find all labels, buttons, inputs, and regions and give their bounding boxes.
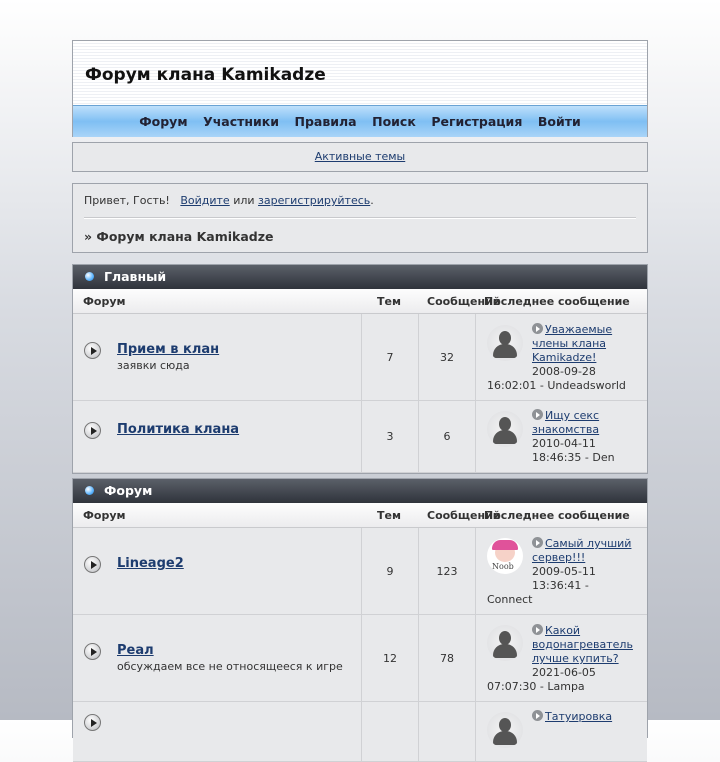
topics-count: 9 bbox=[386, 565, 394, 578]
topics-count: 12 bbox=[383, 652, 397, 665]
nav-rules[interactable]: Правила bbox=[294, 114, 357, 129]
col-topics: Тем bbox=[377, 295, 401, 308]
go-to-post-icon[interactable] bbox=[532, 624, 543, 635]
forum-description: заявки сюда bbox=[117, 359, 190, 372]
col-posts: Сообщений bbox=[427, 295, 501, 308]
column-headers bbox=[73, 503, 647, 528]
forum-arrow-icon bbox=[84, 342, 101, 359]
go-to-post-icon[interactable] bbox=[532, 409, 543, 420]
forum-arrow-icon bbox=[84, 714, 101, 731]
forum-row bbox=[73, 401, 647, 473]
bullet-icon bbox=[85, 272, 94, 281]
last-post-meta: 16:02:01 - Undeadsworld bbox=[487, 379, 626, 392]
category-title: Главный bbox=[104, 269, 167, 284]
noob-avatar-icon: Noob bbox=[487, 538, 523, 574]
welcome-panel bbox=[72, 183, 648, 253]
col-topics: Тем bbox=[377, 509, 401, 522]
last-post-date: 2009-05-11 13:36:41 - bbox=[532, 565, 596, 592]
go-to-post-icon[interactable] bbox=[532, 710, 543, 721]
posts-count: 32 bbox=[440, 351, 454, 364]
last-post-link[interactable]: Ищу секс знакомства bbox=[532, 409, 600, 436]
breadcrumb: » Форум клана Kamikadze bbox=[84, 229, 274, 244]
site-title: Форум клана Kamikadze bbox=[85, 65, 326, 85]
last-post-date: 2021-06-05 bbox=[532, 666, 596, 679]
posts-count: 78 bbox=[440, 652, 454, 665]
nav-forum[interactable]: Форум bbox=[139, 114, 188, 129]
col-posts: Сообщений bbox=[427, 509, 501, 522]
col-last: Последнее сообщение bbox=[484, 295, 630, 308]
category-header bbox=[73, 265, 647, 289]
nav-login[interactable]: Войти bbox=[537, 114, 581, 129]
active-topics-link[interactable]: Активные темы bbox=[314, 150, 406, 163]
last-post-meta: Connect bbox=[487, 593, 533, 606]
topics-count: 7 bbox=[386, 351, 394, 364]
divider bbox=[84, 217, 636, 219]
forum-description: обсуждаем все не относящееся к игре bbox=[117, 660, 343, 673]
site-header bbox=[72, 40, 648, 137]
forum-arrow-icon bbox=[84, 556, 101, 573]
forum-row bbox=[73, 314, 647, 401]
forum-row bbox=[73, 528, 647, 615]
main-nav bbox=[73, 105, 647, 137]
nav-register[interactable]: Регистрация bbox=[431, 114, 523, 129]
last-post-link[interactable]: Какой водонагреватель лучше купить? bbox=[532, 624, 633, 665]
go-to-post-icon[interactable] bbox=[532, 537, 543, 548]
forum-link[interactable]: Прием в клан bbox=[117, 342, 220, 357]
login-link[interactable]: Войдите bbox=[180, 194, 230, 207]
forum-link[interactable]: Политика клана bbox=[117, 422, 240, 437]
last-post-meta: 07:07:30 - Lampa bbox=[487, 680, 585, 693]
forum-arrow-icon bbox=[84, 643, 101, 660]
forum-link[interactable]: Lineage2 bbox=[117, 556, 184, 571]
nav-search[interactable]: Поиск bbox=[372, 114, 416, 129]
category-header bbox=[73, 479, 647, 503]
header-banner bbox=[73, 41, 647, 105]
period-text: . bbox=[370, 194, 374, 207]
last-post-date: 2008-09-28 bbox=[532, 365, 596, 378]
topics-count: 3 bbox=[386, 430, 394, 443]
forum-arrow-icon bbox=[84, 422, 101, 439]
category-title: Форум bbox=[104, 483, 153, 498]
forum-row bbox=[73, 615, 647, 702]
col-forum: Форум bbox=[83, 295, 126, 308]
last-post-link[interactable]: Татуировка bbox=[545, 710, 613, 723]
or-text: или bbox=[233, 194, 255, 207]
col-last: Последнее сообщение bbox=[484, 509, 630, 522]
welcome-line bbox=[84, 194, 636, 207]
bullet-icon bbox=[85, 486, 94, 495]
posts-count: 123 bbox=[436, 565, 458, 578]
last-post-date: 2010-04-11 bbox=[532, 437, 596, 450]
last-post-link[interactable]: Уважаемые члены клана Kamikadze! bbox=[532, 323, 613, 364]
posts-count: 6 bbox=[443, 430, 451, 443]
greeting-text: Привет, Гость! bbox=[84, 194, 170, 207]
forum-link[interactable]: Реал bbox=[117, 643, 154, 658]
register-link[interactable]: зарегистрируйтесь bbox=[258, 194, 371, 207]
go-to-post-icon[interactable] bbox=[532, 323, 543, 334]
forum-row bbox=[73, 702, 647, 762]
last-post-link[interactable]: Самый лучший сервер!!! bbox=[532, 537, 632, 564]
category-main bbox=[72, 264, 648, 474]
nav-members[interactable]: Участники bbox=[203, 114, 280, 129]
active-topics-bar bbox=[72, 142, 648, 172]
col-forum: Форум bbox=[83, 509, 126, 522]
last-post-meta: 18:46:35 - Den bbox=[532, 451, 615, 464]
column-headers bbox=[73, 289, 647, 314]
category-forum bbox=[72, 478, 648, 738]
